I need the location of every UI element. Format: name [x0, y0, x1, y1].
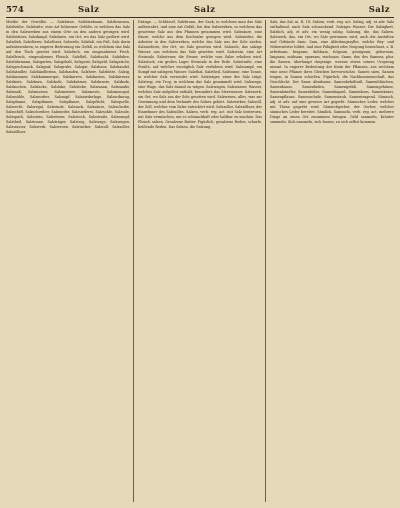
text-column-right: Salz, das Sal, m. R. 18. Salzen, verb. reg. act. Salzig, adj. et adv. Salz enthaltend, nach Salz schmeckend. Salziges Wasser. Die Salzigkeit. Salzlich, adj. et adv. ein wenig salzig. Salzung, die, das Salzen. Salzwerk, das, ein Ort, wo Salz gewonnen wird; auch die Anstalten und Gebäude dazu. Sam, eine Ableitungssylbe, welche Bey- und Nebenwörter bildet, und eine Fähigkeit oder Neigung bezeichnet, z. B. arbeitsam, biegsam, duldsam, folgsam, genügsam, gehorsam, langsam, mühsam, sparsam, wachsam. Same, der, des Samens, plur. die Samen, überhaupt dasjenige, woraus etwas seinen Ursprung nimmt. In engerer Bedeutung der Keim der Pflanzen, aus welchem eine neue Pflanze ihres Gleichen hervorwächst. Samen säen, Samen tragen, in Samen schießen. Figürlich, die Nachkommenschaft, das Geschlecht. Der Same Abrahams. Samenbehältniß, Samenbläschen, Samenbaum, Samenfaden, Samengefäß, Samengehäuse, Samenhändler, Samenhülse, Samenkapsel, Samenkorn, Samenkraut, Samenpflanze, Samenschule, Samenstaub, Samentragend. Sämisch, adj. et adv. auf eine gewisse Art gegerbt. Sämisches Leder, welches mit Thran gegerbt wird. Sämischgerber, der Gerber, welcher sämisches Leder bereitet. Sämlich, Sammeln, verb. reg. act. mehrere Dinge an einen Ort zusammen bringen. Geld sammeln, Kräuter sammeln. Sich sammeln, sich fassen, zu sich selbst kommen.: [270, 20, 394, 125]
running-headword-left: Salz: [78, 5, 100, 15]
text-column-left: Miethe der Gewölbe. — Salzbirne, Salzbirnbaum, Salzbrunnen, Salzbrühe, Salzbutte, eine Art hölzerner Gefäße, in welchen das Salz in den Salzwerken aus einem Orte an den andern getragen wird. Salzbüttner, Salzdampf, Salzdarre, ein Ort, wo das Salz gedörrt wird. Salzdieb, Salzdörrer, Salzdünst, Salzerde, Salzfaß, ein Faß, Salz darin aufzubewahren; in engerer Bedeutung ein Gefäß, in welchem das Salz auf den Tisch gesetzt wird. Salzfisch, ein eingesalzener Fisch. Salzfleisch, eingesalzenes Fleisch. Salzfluß, Salzfracht, Salzfuhre, Salzfuhrmann, Salzgarten, Salzgehalt, Salzgeist, Salzgeld, Salzgericht, Salzgeschmack, Salzgraf, Salzgrube, Salzgut, Salzhaus, Salzhandel, Salzhändler, Salzhändlerinn, Salzhaufen, Salzherr, Salzhütte, Salzig, Salzkammer, Salzkammergut, Salzkarren, Salzkasten, Salzkärrner, Salzkiste, Salzkorn, Salzkoth, Salzkrämer, Salzkruste, Salzkufe, Salzkuchen, Salzlacke, Salzlake, Salzlecke, Salzmann, Salzmarkt, Salzmaß, Salzmesser, Salzmeister, Salzmeste, Salzmonopol, Salzmühle, Salzmutter, Salznapf, Salzniederlage, Salzordnung, Salzpfanne, Salzpfänner, Salzpflanze, Salzpflicht, Salzquelle, Salzrecht, Salzregal, Salzrinde, Salzsack, Salzsäure, Salzscheibe, Salzschiff, Salzschreiber, Salzsieder, Salzsiederei, Salzsohle, Salzsole, Salzspath, Salzstein, Salzsteuer, Salzstock, Salzstraße, Salzsumpf, Salztheil, Salztonne, Salzträger, Salztrog, Salzwage, Salzwagen, Salzwasser, Salzwerk, Salzwesen, Salzwirker, Salzzoll, Salzzoller, Salzzöllner.: [6, 20, 130, 135]
column-divider-left: [133, 20, 134, 502]
header-rule: [6, 17, 394, 18]
page-number: 574: [6, 5, 24, 15]
page-header: [6, 4, 394, 16]
running-headword-center: Salz: [194, 5, 216, 15]
text-column-middle: Dränge. — Schlüssel, Salzbrunn, der Sack, in welchem man das Salz aufbewahrt, und eine Art Gefäß, bei den Salzwerken, in welchem das gesottene Salz aus den Pfannen genommen wird. Salzsäure, eine Säure, welche aus dem Kochsalze gezogen wird. Salzsieder, die Arbeiter in den Salzwerken, welche das Salz aus der Sole sieden. Salzsiederei, der Ort, wo Salz gesotten wird. Salzsole, das salzige Wasser, aus welchem das Salz gesotten wird. Salzstein, eine Art Steinsalz. Salzsteuer, die Steuer, welche vom Salze erhoben wird. Salzstock, ein großes Lager Steinsalz in der Erde. Salzstraße, eine Straße, auf welcher vorzüglich Salz verfahren wird. Salzsumpf, ein Sumpf mit salzigem Wasser. Salzthal, Salztheil, Salztonne, eine Tonne, in welcher Salz versendet wird. Salzträger, einer der Salz trägt. Salztrog, ein Trog, in welchem das Salz gesammelt wird. Salzwage, eine Wage, das Salz darauf zu wägen. Salzwagen, Salzwasser, Wasser, welches Salz aufgelöst enthält; besonders das Meerwasser. Salzwerk, ein Ort, wo Salz aus der Sole gesotten wird. Salzwesen, alles, was zur Gewinnung und dem Verkaufe des Salzes gehört. Salzwirker, Salzzoll, der Zoll, welcher vom Salze entrichtet wird. Salzzoller, Salzzöllner, der Einnehmer des Salzzolles. Salzen, verb. reg. act. mit Salz bestreuen, mit Salz vermischen, um es schmackhaft oder haltbar zu machen. Das Fleisch salzen. Gesalzene Butter. Figürlich, gesalzene Reden, scharfe, beißende Reden. Das Salzen, die Salzung.: [138, 20, 262, 130]
column-divider-right: [265, 20, 266, 502]
running-headword-right: Salz: [368, 5, 390, 15]
